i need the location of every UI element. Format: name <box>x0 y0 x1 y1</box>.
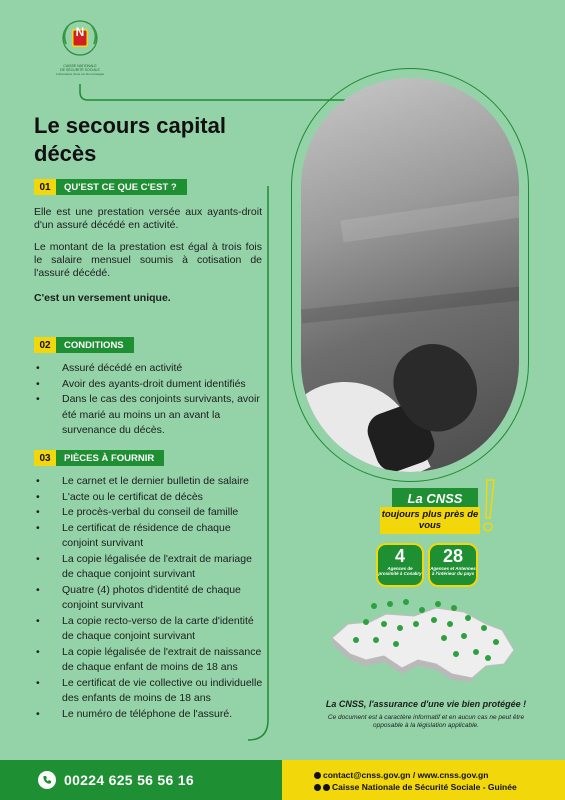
list-item: • La copie légalisée de l'extrait de mariage de chaque conjoint survivant <box>34 552 266 583</box>
list-item: • Avoir des ayants-droit dument identifiés <box>34 377 266 393</box>
guinea-map <box>326 594 522 684</box>
phone-icon <box>38 771 56 789</box>
logo-letter: N <box>75 25 85 39</box>
promo-title: La CNSS <box>392 488 478 508</box>
list-item: • Le numéro de téléphone de l'assuré. <box>34 707 266 723</box>
list-item: • L'acte ou le certificat de décès <box>34 490 266 506</box>
list-item: • Le certificat de vie collective ou individuelle des enfants de moins de 18 ans <box>34 676 266 707</box>
section-label: CONDITIONS <box>56 337 134 353</box>
section-number: 01 <box>34 179 56 195</box>
paragraph: Le montant de la prestation est égal à trois fois le salaire mensuel soumis à cotisation de l'assuré décédé. <box>34 241 262 279</box>
org-name: Caisse Nationale de Sécurité Sociale - Guinée <box>332 782 517 792</box>
list-item: • Le procès-verbal du conseil de famille <box>34 505 266 521</box>
email-icon <box>314 772 321 779</box>
footer-phone-bar <box>0 760 282 800</box>
contact-link[interactable]: contact@cnss.gov.gn / www.cnss.gov.gn <box>323 770 489 780</box>
stat-agencies-country <box>428 543 478 587</box>
list-item: • Le carnet et le dernier bulletin de salaire <box>34 474 266 490</box>
phone-number-link[interactable]: 00224 625 56 56 16 <box>64 772 194 788</box>
list-item: • Quatre (4) photos d'identité de chaque conjoint survivant <box>34 583 266 614</box>
promo-subtitle: toujours plus près de vous <box>380 507 480 534</box>
stat-number: 4 <box>394 546 405 566</box>
list-item: • La copie légalisée de l'extrait de naissance de chaque enfant de moins de 18 ans <box>34 645 266 676</box>
list-item: • Le certificat de résidence de chaque conjoint survivant <box>34 521 266 552</box>
list-item: • Assuré décédé en activité <box>34 361 266 377</box>
facebook-icon <box>314 784 321 791</box>
disclaimer: Ce document est à caractère informatif et en aucun cas ne peut être opposable à la législation applicable. <box>327 714 525 729</box>
org-line <box>314 782 517 792</box>
section-label: PIÈCES À FOURNIR <box>56 450 164 466</box>
list-item: • La copie recto-verso de la carte d'identité de chaque conjoint survivant <box>34 614 266 645</box>
stat-agencies-conakry <box>376 543 424 587</box>
paragraph-emphasis: C'est un versement unique. <box>34 292 171 304</box>
footer-contact-bar <box>282 760 565 800</box>
section-number: 02 <box>34 337 56 353</box>
exclamation-icon <box>482 478 496 534</box>
page-title: Le secours capital décès <box>34 113 226 166</box>
hero-photo <box>301 78 519 472</box>
contact-line <box>314 770 488 780</box>
list-item: • Dans le cas des conjoints survivants, avoir été marié au moins un an avant la survenance du décès. <box>34 392 266 439</box>
social-icon <box>323 784 330 791</box>
paragraph: Elle est une prestation versée aux ayants-droit d'un assuré décédé en activité. <box>34 206 262 231</box>
section-number: 03 <box>34 450 56 466</box>
stat-label: Agences de proximité à Conakry <box>378 566 422 576</box>
section-label: QU'EST CE QUE C'EST ? <box>56 179 187 195</box>
stat-label: Agences et Antennes à l'intérieur du pays <box>430 566 476 576</box>
tagline: La CNSS, l'assurance d'une vie bien protégée ! <box>325 699 527 709</box>
logo-org-name: CAISSE NATIONALE DE SÉCURITÉ SOCIALE L'Assurance d'une vie bien protégée <box>55 64 105 76</box>
stat-number: 28 <box>442 546 464 566</box>
